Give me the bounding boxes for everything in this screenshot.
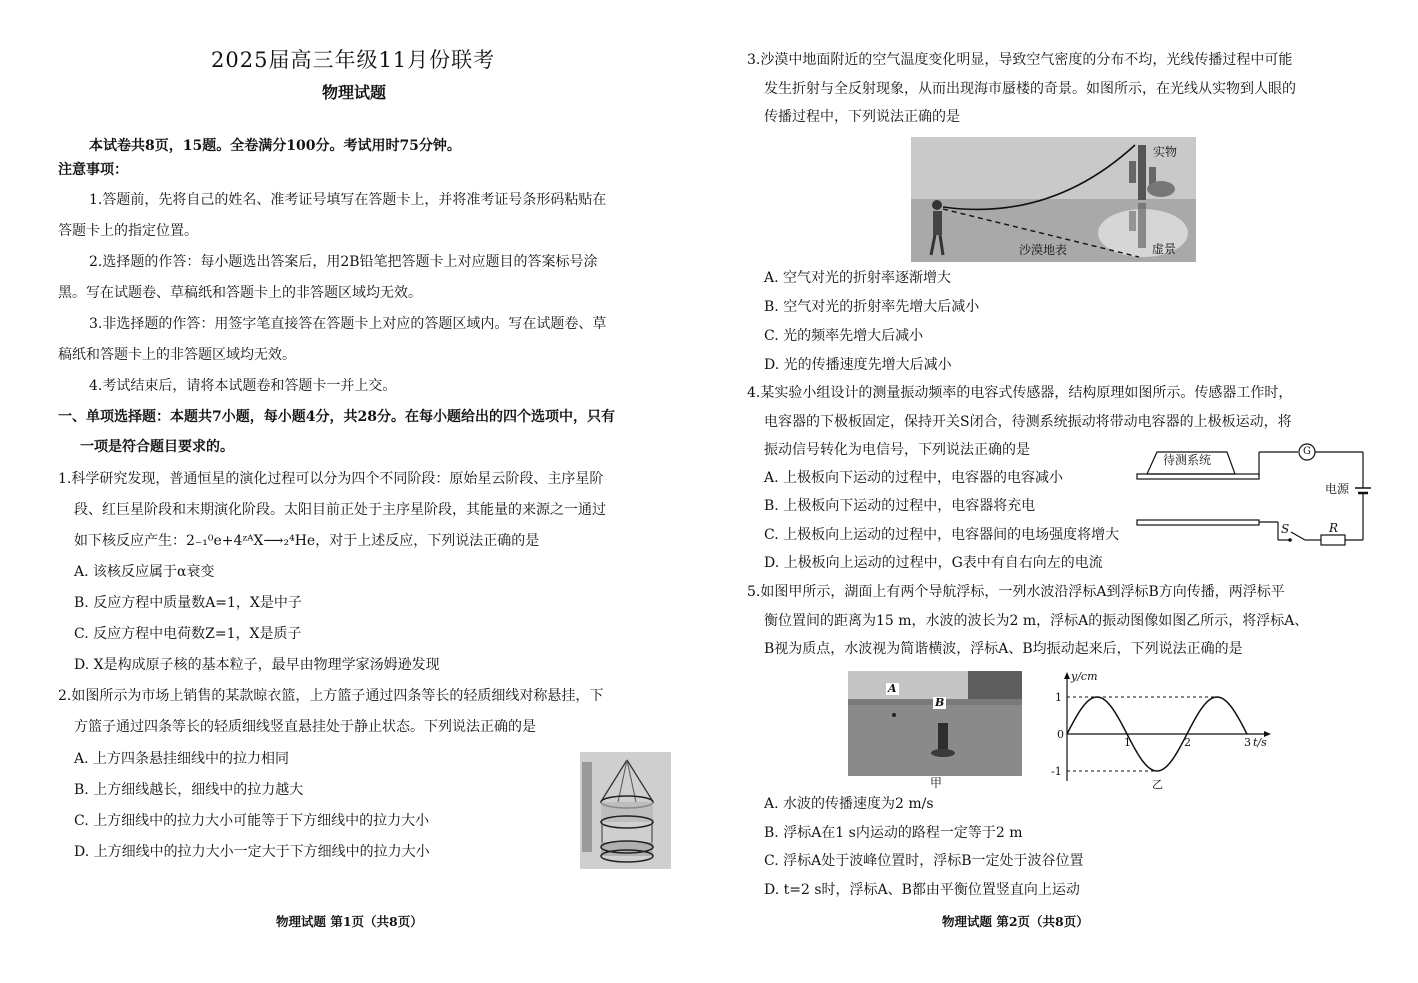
q2-option-a: A. 上方四条悬挂细线中的拉力相同 — [74, 751, 290, 767]
q5-option-a: A. 水波的传播速度为2 m/s — [764, 796, 934, 812]
chart-caption: 乙 — [1152, 778, 1163, 791]
resistor-icon — [1321, 535, 1345, 545]
q3-option-b: B. 空气对光的折射率先增大后减小 — [764, 299, 980, 315]
mirage-figure — [911, 137, 1196, 262]
q4-option-c: C. 上极板向上运动的过程中，电容器间的电场强度将增大 — [764, 527, 1120, 543]
page-2 — [709, 0, 1418, 983]
buoy-b-label: B — [935, 696, 945, 709]
note-line: 1.答题前，先将自己的姓名、准考证号填写在答题卡上，并将准考证号条形码粘贴在 — [89, 192, 607, 208]
capacitor-circuit — [1135, 442, 1371, 554]
q5-stem: 衡位置间的距离为15 m，水波的波长为2 m，浮标A的振动图像如图乙所示，将浮标A、 — [764, 613, 1309, 629]
q4-stem: 4.某实验小组设计的测量振动频率的电容式传感器，结构原理如图所示。传感器工作时， — [747, 385, 1293, 401]
vibration-chart-svg — [1045, 668, 1277, 792]
y-tick-label: -1 — [1051, 765, 1062, 778]
q2-option-b: B. 上方细线越长，细线中的拉力越大 — [74, 782, 304, 798]
q3-stem: 传播过程中，下列说法正确的是 — [764, 109, 960, 125]
x-tick-label: 2 — [1184, 736, 1191, 749]
lake-drawing — [848, 671, 1022, 776]
q5-option-c: C. 浮标A处于波峰位置时，浮标B一定处于波谷位置 — [764, 853, 1084, 869]
q2-stem: 方篮子通过四条等长的轻质细线竖直悬挂处于静止状态。下列说法正确的是 — [74, 719, 536, 735]
mirage-label: 虚景 — [1152, 242, 1177, 256]
q4-option-d: D. 上极板向上运动的过程中，G表中有自右向左的电流 — [764, 555, 1103, 571]
x-axis-label: t/s — [1253, 736, 1267, 749]
ground-label: 沙漠地表 — [1019, 243, 1068, 257]
note-line: 4.考试结束后，请将本试题卷和答题卡一并上交。 — [89, 378, 397, 394]
q1-option-d: D. X是构成原子核的基本粒子，最早由物理学家汤姆逊发现 — [74, 657, 440, 673]
exam-intro: 本试卷共8页，15题。全卷满分100分。考试用时75分钟。 — [89, 138, 461, 154]
exam-subject: 物理试题 — [322, 83, 387, 102]
x-tick-label: 1 — [1124, 736, 1131, 749]
resistor-label: R — [1329, 521, 1339, 535]
q4-stem: 振动信号转化为电信号，下列说法正确的是 — [764, 442, 1030, 458]
y-axis-label: y/cm — [1071, 670, 1098, 683]
laundry-basket-icon — [580, 752, 671, 869]
q3-stem: 发生折射与全反射现象，从而出现海市蜃楼的奇景。如图所示，在光线从实物到人眼的 — [764, 81, 1296, 97]
q3-option-c: C. 光的频率先增大后减小 — [764, 328, 924, 344]
switch-label: S — [1281, 522, 1290, 536]
q1-option-b: B. 反应方程中质量数A=1，X是中子 — [74, 595, 302, 611]
vibration-chart — [1045, 668, 1277, 792]
x-tick-label: 3 — [1244, 736, 1251, 749]
q5-option-b: B. 浮标A在1 s内运动的路程一定等于2 m — [764, 825, 1023, 841]
y-tick-label: 0 — [1057, 728, 1064, 741]
galvanometer-label: G — [1303, 446, 1311, 457]
note-line: 3.非选择题的作答：用签字笔直接答在答题卡上对应的答题区域内。写在试题卷、草 — [89, 316, 607, 332]
q3-option-a: A. 空气对光的折射率逐渐增大 — [764, 270, 952, 286]
buoy-icon — [938, 723, 948, 751]
note-line: 稿纸和答题卡上的非答题区域均无效。 — [58, 347, 296, 363]
power-source-label: 电源 — [1325, 482, 1350, 496]
y-axis-arrow — [1064, 672, 1070, 679]
q5-stem: B视为质点，水波视为简谐横波，浮标A、B均振动起来后，下列说法正确的是 — [764, 641, 1243, 657]
laundry-basket-photo — [580, 752, 671, 869]
q1-option-c: C. 反应方程中电荷数Z=1，X是质子 — [74, 626, 302, 642]
q1-stem: 如下核反应产生：2₋₁⁰e+4ᶻᴬX⟶₂⁴He，对于上述反应，下列说法正确的是 — [74, 533, 540, 549]
q4-option-b: B. 上极板向下运动的过程中，电容器将充电 — [764, 498, 1036, 514]
q3-stem: 3.沙漠中地面附近的空气温度变化明显，导致空气密度的分布不均，光线传播过程中可能 — [747, 52, 1293, 68]
lake-photo — [848, 671, 1022, 776]
photo-caption: 甲 — [930, 776, 943, 790]
q5-option-d: D. t=2 s时，浮标A、B都由平衡位置竖直向上运动 — [764, 882, 1080, 898]
q2-option-c: C. 上方细线中的拉力大小可能等于下方细线中的拉力大小 — [74, 813, 430, 829]
q3-option-d: D. 光的传播速度先增大后减小 — [764, 357, 952, 373]
q1-option-a: A. 该核反应属于α衰变 — [74, 564, 215, 580]
q2-stem: 2.如图所示为市场上销售的某款晾衣篮，上方篮子通过四条等长的轻质细线对称悬挂，下 — [58, 688, 604, 704]
page-footer: 物理试题 第2页（共8页） — [942, 914, 1089, 929]
notes-heading: 注意事项： — [58, 162, 128, 178]
note-line: 2.选择题的作答：每小题选出答案后，用2B铅笔把答题卡上对应题目的答案标号涂 — [89, 254, 598, 270]
exam-title: 2025届高三年级11月份联考 — [211, 48, 496, 72]
system-label: 待测系统 — [1163, 453, 1212, 467]
real-object-label: 实物 — [1153, 145, 1178, 159]
q1-stem: 1.科学研究发现，普通恒星的演化过程可以分为四个不同阶段：原始星云阶段、主序星阶 — [58, 471, 604, 487]
q1-stem: 段、红巨星阶段和末期演化阶段。太阳目前正处于主序星阶段，其能量的来源之一通过 — [74, 502, 606, 518]
q5-stem: 5.如图甲所示，湖面上有两个导航浮标，一列水波沿浮标A到浮标B方向传播，两浮标平 — [747, 584, 1285, 600]
page-footer: 物理试题 第1页（共8页） — [276, 914, 423, 929]
q4-option-a: A. 上极板向下运动的过程中，电容器的电容减小 — [764, 470, 1064, 486]
q2-option-d: D. 上方细线中的拉力大小一定大于下方细线中的拉力大小 — [74, 844, 430, 860]
buoy-a-label: A — [888, 682, 897, 695]
q4-stem: 电容器的下极板固定，保持开关S闭合，待测系统振动将带动电容器的上极板运动，将 — [764, 414, 1292, 430]
note-line: 答题卡上的指定位置。 — [58, 223, 198, 239]
section-heading: 一、单项选择题：本题共7小题，每小题4分，共28分。在每小题给出的四个选项中，只有 — [58, 409, 615, 425]
note-line: 黑。写在试题卷、草稿纸和答题卡上的非答题区域均无效。 — [58, 285, 422, 301]
switch-icon — [1291, 532, 1305, 540]
y-tick-label: 1 — [1055, 691, 1062, 704]
section-heading: 一项是符合题目要求的。 — [80, 439, 234, 455]
